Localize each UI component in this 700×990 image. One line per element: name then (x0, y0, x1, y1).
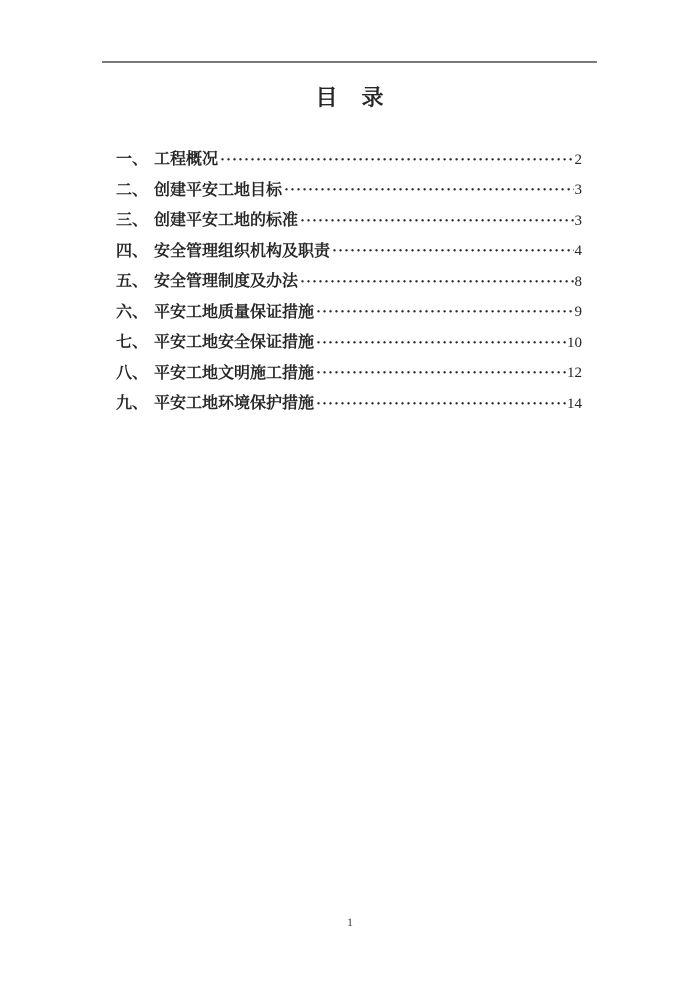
toc-entry-page: 14 (567, 395, 582, 412)
toc-entry-page: 8 (574, 273, 582, 290)
toc-entry-number: 一、 (116, 151, 149, 169)
toc-entry-title: 安全管理制度及办法 (154, 273, 299, 291)
toc-entry-number: 二、 (116, 181, 149, 199)
toc-entry-page: 9 (574, 304, 582, 321)
toc-leader-dots (316, 336, 566, 351)
toc-entry-page: 4 (574, 243, 582, 260)
toc-entry-title: 平安工地质量保证措施 (154, 303, 315, 321)
toc-leader-dots (220, 153, 573, 168)
toc-entry-page: 10 (567, 334, 582, 351)
toc-entry (100, 298, 600, 329)
header-rule (102, 61, 597, 63)
toc-entry-number: 九、 (116, 395, 149, 413)
toc-entry-number: 三、 (116, 212, 149, 230)
toc-entry-title: 创建平安工地目标 (154, 181, 283, 199)
toc-leader-dots (316, 305, 573, 320)
toc-entry-page: 3 (574, 212, 582, 229)
toc-entry-title: 平安工地文明施工措施 (154, 364, 315, 382)
toc-entry-title: 平安工地安全保证措施 (154, 334, 315, 352)
toc-entry (100, 389, 600, 420)
table-of-contents (100, 145, 600, 420)
toc-leader-dots (284, 183, 573, 198)
toc-entry-number: 八、 (116, 364, 149, 382)
toc-entry-number: 六、 (116, 303, 149, 321)
toc-entry (100, 145, 600, 176)
toc-entry-title: 安全管理组织机构及职责 (154, 242, 331, 260)
toc-entry-title: 工程概况 (154, 151, 219, 169)
toc-entry-number: 四、 (116, 242, 149, 260)
toc-entry-number: 五、 (116, 273, 149, 291)
toc-entry (100, 176, 600, 207)
toc-leader-dots (332, 244, 573, 259)
toc-entry (100, 237, 600, 268)
toc-entry-number: 七、 (116, 334, 149, 352)
toc-entry-page: 12 (567, 365, 582, 382)
toc-leader-dots (300, 275, 573, 290)
toc-leader-dots (316, 366, 566, 381)
toc-entry (100, 267, 600, 298)
toc-entry (100, 359, 600, 390)
toc-entry-title: 创建平安工地的标准 (154, 212, 299, 230)
toc-entry (100, 328, 600, 359)
toc-entry-page: 3 (574, 182, 582, 199)
page-title: 目 录 (315, 85, 385, 110)
toc-leader-dots (300, 214, 573, 229)
toc-entry-page: 2 (574, 151, 582, 168)
toc-leader-dots (316, 397, 566, 412)
toc-entry (100, 206, 600, 237)
toc-entry-title: 平安工地环境保护措施 (154, 395, 315, 413)
footer-page-number: 1 (347, 915, 353, 929)
